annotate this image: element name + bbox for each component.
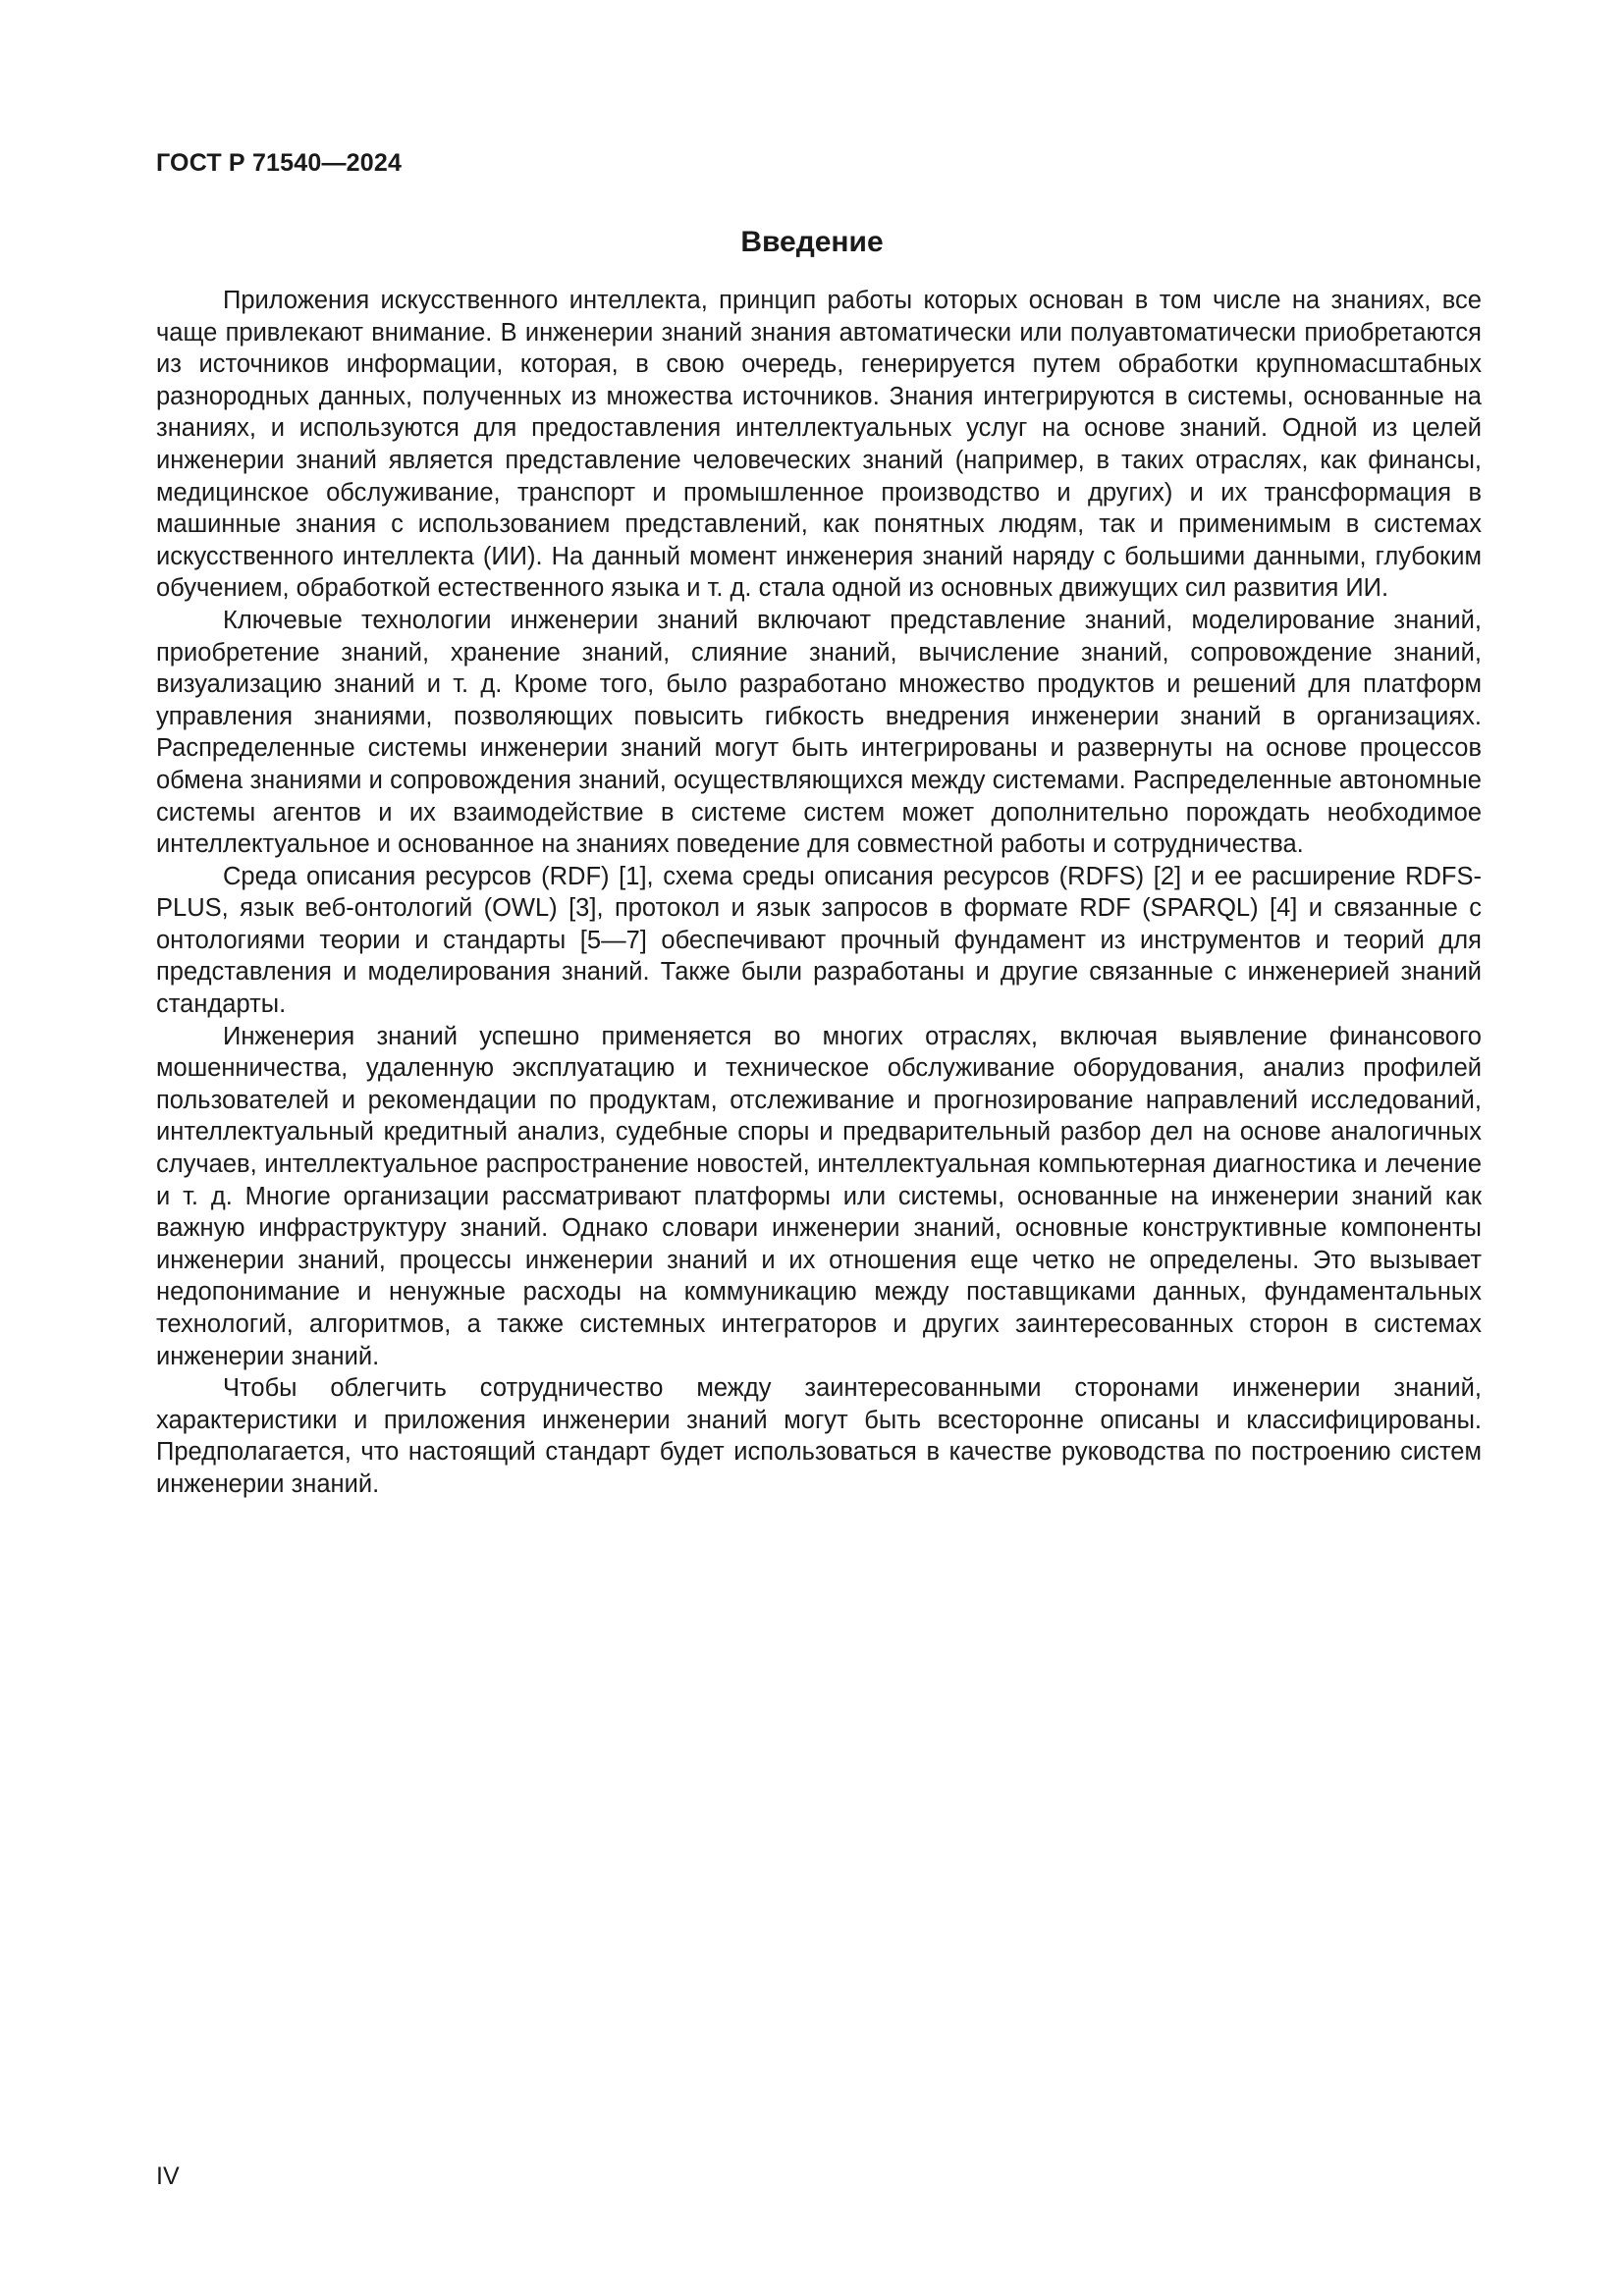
page-number: IV xyxy=(156,2163,180,2190)
paragraph-5: Чтобы облегчить сотрудничество между заинтересованными сторонами инженерии знаний, характеристики и приложения инженерии знаний могут быть всесторонне описаны и классифицированы. Предполагается, что настоящий стандарт будет использоваться в качестве руководства по построению систем инженерии знаний. xyxy=(156,1374,1482,1498)
paragraph-2: Ключевые технологии инженерии знаний включают представление знаний, моделирование знаний, приобретение знаний, хранение знаний, слияние знаний, вычисление знаний, сопровождение знаний, визуализацию знаний и т. д. Кроме того, было разработано множество продуктов и решений для платформ управления знаниями, позволяющих повысить гибкость внедрения инженерии знаний в организациях. Распределенные системы инженерии знаний могут быть интегрированы и развернуты на основе процессов обмена знаниями и сопровождения знаний, осуществляющихся между системами. Распределенные автономные системы агентов и их взаимодействие в системе систем может дополнительно порождать необходимое интеллектуальное и основанное на знаниях поведение для совместной работы и сотрудничества. xyxy=(156,606,1482,859)
introduction-body xyxy=(156,285,1482,1501)
section-title: Введение xyxy=(740,226,884,258)
paragraph-4: Инженерия знаний успешно применяется во многих отраслях, включая выявление финансового мошенничества, удаленную эксплуатацию и техническое обслуживание оборудования, анализ профилей пользователей и рекомендации по продуктам, отслеживание и прогнозирование направлений исследований, интеллектуальный кредитный анализ, судебные споры и предварительный разбор дел на основе аналогичных случаев, интеллектуальное распространение новостей, интеллектуальная компьютерная диагностика и лечение и т. д. Многие организации рассматривают платформы или системы, основанные на инженерии знаний как важную инфраструктуру знаний. Однако словари инженерии знаний, основные конструктивные компоненты инженерии знаний, процессы инженерии знаний и их отношения еще четко не определены. Это вызывает недопонимание и ненужные расходы на коммуникацию между поставщиками данных, фундаментальных технологий, алгоритмов, а также системных интеграторов и других заинтересованных сторон в системах инженерии знаний. xyxy=(156,1022,1482,1370)
paragraph-3: Среда описания ресурсов (RDF) [1], схема среды описания ресурсов (RDFS) [2] и ее расширение RDFS-PLUS, язык веб-онтологий (OWL) [3], протокол и язык запросов в формате RDF (SPARQL) [4] и связанные с онтологиями теории и стандарты [5—7] обеспечивают прочный фундамент из инструментов и теорий для представления и моделирования знаний. Также были разработаны и другие связанные с инженерией знаний стандарты. xyxy=(156,862,1482,1019)
standard-code-header: ГОСТ Р 71540—2024 xyxy=(156,149,403,177)
paragraph-1: Приложения искусственного интеллекта, принцип работы которых основан в том числе на знаниях, все чаще привлекают внимание. В инженерии знаний знания автоматически или полуавтоматически приобретаются из источников информации, которая, в свою очередь, генерируется путем обработки крупномасштабных разнородных данных, полученных из множества источников. Знания интегрируются в системы, основанные на знаниях, и используются для предоставления интеллектуальных услуг на основе знаний. Одной из целей инженерии знаний является представление человеческих знаний (например, в таких отраслях, как финансы, медицинское обслуживание, транспорт и промышленное производство и других) и их трансформация в машинные знания с использованием представлений, как понятных людям, так и применимым в системах искусственного интеллекта (ИИ). На данный момент инженерия знаний наряду с большими данными, глубоким обучением, обработкой естественного языка и т. д. стала одной из основных движущих сил развития ИИ. xyxy=(156,287,1482,603)
